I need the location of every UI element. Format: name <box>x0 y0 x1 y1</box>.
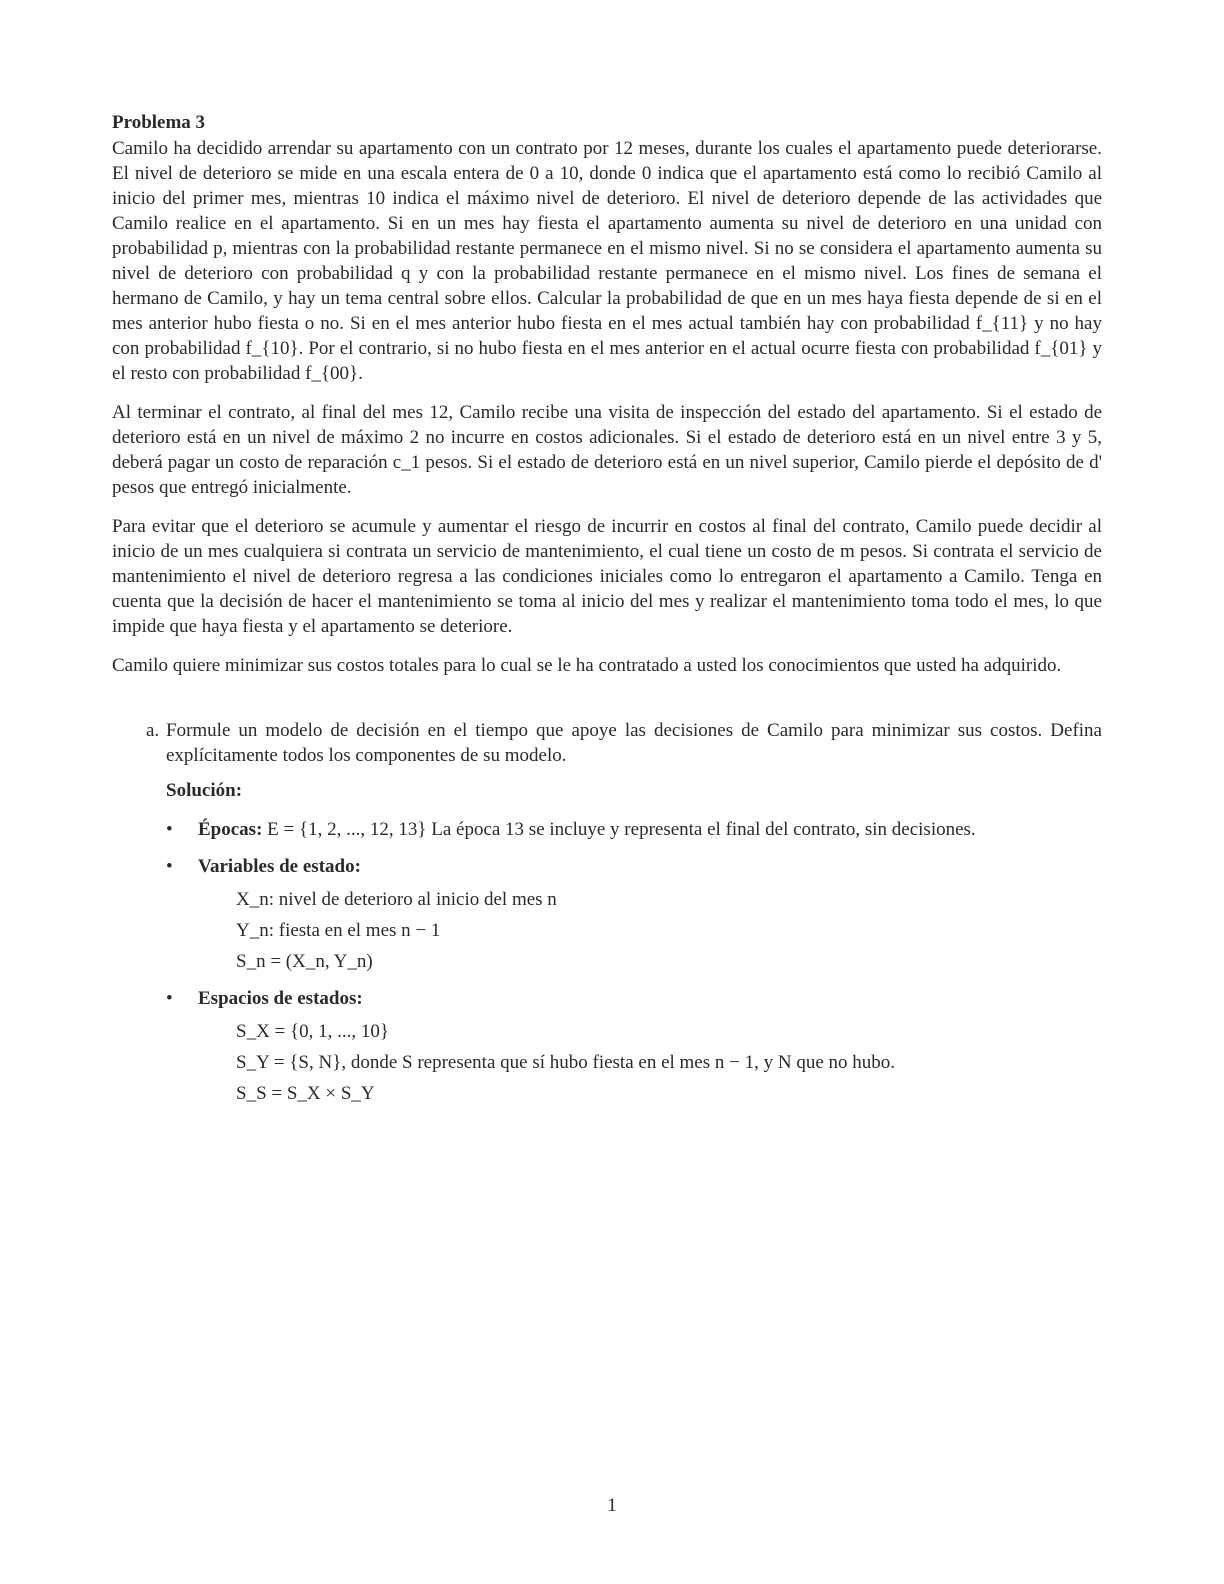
definition-line: X_n: nivel de deterioro al inicio del mes n <box>236 889 557 910</box>
bullet-epochs <box>166 817 1102 842</box>
bullet-state-spaces-label: Espacios de estados: <box>198 988 363 1009</box>
question-marker: a. <box>146 720 160 741</box>
definition-line: Y_n: fiesta en el mes n − 1 <box>236 920 441 941</box>
page-number: 1 <box>607 1495 617 1516</box>
problem-title: Problema 3 <box>112 112 206 133</box>
bullet-state-spaces <box>166 986 1102 1106</box>
paragraph-context: Camilo ha decidido arrendar su apartamento con un contrato por 12 meses, durante los cuales el apartamento puede deteriorarse. El nivel de deterioro se mide en una escala entera de 0 a 10, donde 0 indica que el apartamento está como lo recibió Camilo al inicio del primer mes, mientras 10 indica el máximo nivel de deterioro. El nivel de deterioro depende de las actividades que Camilo realice en el apartamento. Si en un mes hay fiesta el apartamento aumenta su nivel de deterioro en una unidad con probabilidad p, mientras con la probabilidad restante permanece en el mismo nivel. Si no se considera el apartamento aumenta su nivel de deterioro con probabilidad q y con la probabilidad restante permanece en el mismo nivel. Los fines de semana el hermano de Camilo, y hay un tema central sobre ellos. Calcular la probabilidad de que en un mes haya fiesta depende de si en el mes anterior hubo fiesta o no. Si en el mes anterior hubo fiesta en el mes actual también hay con probabilidad f_{11} y no hay con probabilidad f_{10}. Por el contrario, si no hubo fiesta en el mes anterior en el actual ocurre fiesta con probabilidad f_{01} y el resto con probabilidad f_{00}. <box>112 138 1102 384</box>
definition-line: S_n = (X_n, Y_n) <box>236 951 373 972</box>
state-variables-definitions <box>236 887 1102 974</box>
paragraph-maintenance: Para evitar que el deterioro se acumule y aumentar el riesgo de incurrir en costos al final del contrato, Camilo puede decidir al inicio de un mes cualquiera si contrata un servicio de mantenimiento, el cual tiene un costo de m pesos. Si contrata el servicio de mantenimiento el nivel de deterioro regresa a las condiciones iniciales como lo entregaron el apartamento a Camilo. Tenga en cuenta que la decisión de hacer el mantenimiento se toma al inicio del mes y realizar el mantenimiento toma todo el mes, lo que impide que haya fiesta y el apartamento se deteriore. <box>112 516 1102 637</box>
bullet-epochs-label: Épocas: <box>198 819 263 840</box>
bullet-dot-icon: • <box>166 988 173 1009</box>
bullet-dot-icon: • <box>166 819 173 840</box>
paragraph-objective: Camilo quiere minimizar sus costos totales para lo cual se le ha contratado a usted los conocimientos que usted ha adquirido. <box>112 655 1062 676</box>
paragraph-inspection: Al terminar el contrato, al final del mes 12, Camilo recibe una visita de inspección del estado del apartamento. Si el estado de deterioro está en un nivel de máximo 2 no incurre en costos adicionales. Si el estado de deterioro está en un nivel entre 3 y 5, deberá pagar un costo de reparación c_1 pesos. Si el estado de deterioro está en un nivel superior, Camilo pierde el depósito de d' pesos que entregó inicialmente. <box>112 402 1102 498</box>
definition-line: S_S = S_X × S_Y <box>236 1083 375 1104</box>
bullet-state-variables <box>166 854 1102 974</box>
solution-label: Solución: <box>166 780 243 801</box>
definition-line: S_Y = {S, N}, donde S representa que sí hubo fiesta en el mes n − 1, y N que no hubo. <box>236 1052 896 1073</box>
question-a <box>112 718 1102 1106</box>
bullet-epochs-text: E = {1, 2, ..., 12, 13} La época 13 se incluye y representa el final del contrato, sin decisiones. <box>262 819 976 840</box>
bullet-dot-icon: • <box>166 856 173 877</box>
bullet-state-variables-label: Variables de estado: <box>198 856 361 877</box>
question-list <box>112 718 1102 1106</box>
state-spaces-definitions <box>236 1019 1102 1106</box>
definition-line: S_X = {0, 1, ..., 10} <box>236 1021 389 1042</box>
question-a-text: Formule un modelo de decisión en el tiempo que apoye las decisiones de Camilo para minimizar sus costos. Defina explícitamente todos los componentes de su modelo. <box>166 720 1102 766</box>
solution-bullets <box>166 817 1102 1106</box>
document-page <box>112 112 1102 1118</box>
